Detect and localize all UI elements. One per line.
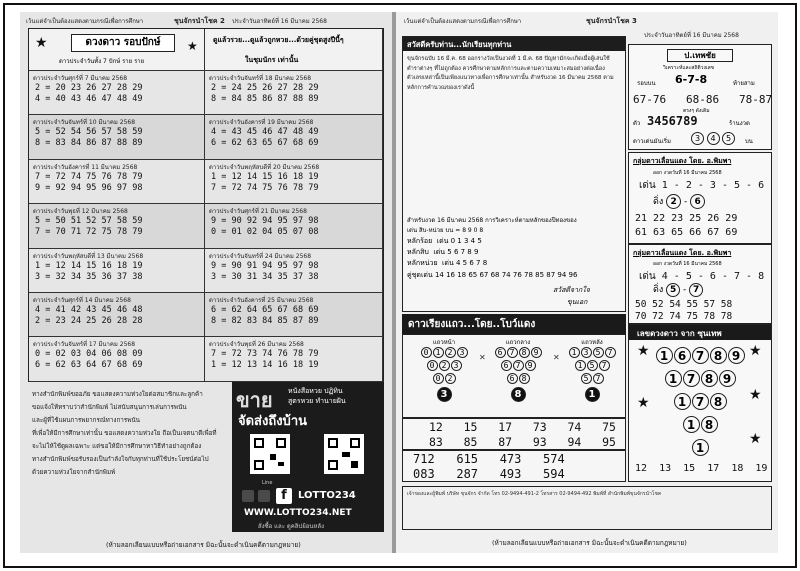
star-block-caption: ดาวประจำวันพฤหัสบดีที่ 13 มีนาคม 2568 <box>33 252 144 260</box>
star-block-row: 8 = 83 84 86 87 88 89 <box>35 138 143 149</box>
constellation-digit: 1 <box>692 439 709 456</box>
article-text: ขุนจักรฉบับ 16 มี.ค. 68 ออกรางวัลเป็นงวดที่ 1 มี.ค. 68 ปัญหามักจะเกิดเมื่อผู้เล่นใช้ตำราต่างๆ ที่ไม่ถูกต้อง ควรศึกษาตามหลักการและตามความเหมาะสมอย่างต่อเนื่อง ตัวเลขเหล่านี้เป็นเพียงแนวทางเพื่อการศึกษาเท่านั้น สำหรับงวด 16 มีนาคม 2568 ตามหลักการคำนวณของเราดังนี้ <box>407 56 614 91</box>
star-block-caption: ดาวประจำวันศุกร์ที่ 21 มีนาคม 2568 <box>209 208 307 216</box>
star-column-row <box>411 347 477 360</box>
lead-value: เด่น 4 5 6 7 8 <box>442 259 488 267</box>
tepchai-top-note: ท้ายสาม <box>733 80 755 87</box>
circled-digit: 2 <box>666 194 681 209</box>
group1-row: 61 63 65 66 67 69 <box>635 227 738 238</box>
title-right-line1: ดูแล้วรวย...ดูแล้วถูกหวย...ด้วยคู่ชุดสูงปีนี้ๆ <box>213 36 344 44</box>
constellation-row <box>682 414 718 433</box>
three-digit-row: 712 615 473 574 <box>413 452 565 466</box>
note-line: และผู้ที่ใช้แผนการพยากรณ์ทางการพนัน <box>32 417 140 424</box>
constellation-digit: 7 <box>683 370 700 387</box>
star-block-row: 0 = 02 03 04 06 08 09 <box>35 349 143 360</box>
tepchai-mid-note: ร้านงวด <box>729 120 750 127</box>
circled-digit: 2 <box>439 360 450 371</box>
star-block-row: 5 = 50 51 52 57 58 59 <box>35 216 143 227</box>
title-banner: ดวงดาว รอบปักษ์ <box>71 34 175 52</box>
right-page <box>396 12 778 553</box>
star-column <box>485 337 551 417</box>
note-line: จะไม่ให้ใช้ดูผลเฉพาะ แต่ขอให้มีการศึกษาหาวิธีทำอย่างถูกต้อง <box>32 443 202 450</box>
star-row-banner <box>402 314 626 334</box>
pair-grid <box>402 418 626 450</box>
group1-lead: เด่น 1 - 2 - 3 - 5 - 6 <box>639 180 765 191</box>
star-row-columns <box>402 334 626 418</box>
star-block <box>205 71 383 115</box>
circled-digit: 7 <box>513 360 524 371</box>
star-icon: ★ <box>749 387 762 403</box>
star-block-row: 0 = 01 02 04 05 07 08 <box>211 227 319 238</box>
star-block-row: 7 = 72 74 75 76 78 79 <box>35 171 143 182</box>
banner-title: ดาวเรียงแถว...โดย..โบว์แดง <box>408 319 536 330</box>
constellation-digit: 8 <box>701 370 718 387</box>
circled-digit: 8 <box>519 373 530 384</box>
lead-label: หลักสิบ <box>407 248 429 256</box>
note-line: ด้วยความห่วงใยจากสำนักพิมพ์ <box>32 469 116 476</box>
signature: สวัสดีจากใจ <box>553 286 590 294</box>
star-block-caption: ดาวประจำวันศุกร์ที่ 7 มีนาคม 2568 <box>33 75 128 82</box>
star-block-caption: ดาวประจำวันอังคารที่ 25 มีนาคม 2568 <box>209 297 314 304</box>
ad-slogan: จัดส่งถึงบ้าน <box>238 414 307 429</box>
cross-icon: ✕ <box>553 353 560 362</box>
circled-digit: 3 <box>691 132 704 145</box>
article-title: สวัสดีครับท่าน...นักเรียนทุกท่าน <box>407 40 512 49</box>
star-block-row: 1 = 12 14 15 16 18 19 <box>35 260 143 271</box>
star-block-row: 3 = 32 34 35 36 37 38 <box>35 271 143 282</box>
circled-digit: 1 <box>569 347 580 358</box>
circled-digit: 9 <box>525 360 536 371</box>
star-icon: ★ <box>35 35 48 51</box>
star-block-row: 6 = 62 63 65 67 68 69 <box>211 138 319 149</box>
tepchai-bottom-label: ดาวเด่นมันเริ่ม <box>633 138 671 145</box>
circled-digit: 7 <box>593 373 604 384</box>
cross-icon: ✕ <box>479 353 486 362</box>
ad-brand: LOTTO234 <box>298 490 356 501</box>
pair-row: 12 15 17 73 74 75 <box>429 420 616 434</box>
lead-label: หลักร้อย <box>407 237 433 245</box>
constellation-digit: 1 <box>665 370 682 387</box>
star-block-row: 2 = 20 23 26 27 28 29 <box>35 83 143 93</box>
article-box <box>402 36 626 312</box>
fine-print: เจ้าของและผู้พิมพ์ บริษัท ขุนจักร จำกัด โทร 02-9494-491-2 โทรสาร 02-9494-492 พิมพ์ที่ สำนักพิมพ์ขุนจักรนำโชค <box>407 491 662 497</box>
star-column-row <box>485 373 551 386</box>
picked-digit: 1 <box>585 387 600 402</box>
star-block-row: 3 = 30 31 34 35 37 38 <box>211 271 319 282</box>
constellation-digit: 1 <box>674 393 691 410</box>
tepchai-pairs: 67-76 68-86 78-87 <box>633 93 773 106</box>
circled-digit: 0 <box>421 347 432 358</box>
constellation-digit: 6 <box>674 347 691 364</box>
fine-print-box <box>402 486 772 530</box>
circled-digit: 7 <box>689 283 703 297</box>
star-column-label: แถวหน้า <box>432 339 456 346</box>
circled-digit: 7 <box>599 360 610 371</box>
circled-digit: 6 <box>501 360 512 371</box>
constellation-digit: 8 <box>701 416 718 433</box>
circled-digit: 3 <box>581 347 592 358</box>
star-column-row <box>411 360 477 373</box>
star-icon: ★ <box>187 39 198 53</box>
constellation-digit: 9 <box>719 370 736 387</box>
left-header-title: ชุนจักรนำโชค 2 <box>174 17 225 25</box>
star-block-row: 2 = 23 24 25 26 28 28 <box>35 316 143 326</box>
star-block-row: 7 = 72 74 75 76 78 79 <box>211 182 319 193</box>
title-right-cell <box>205 29 383 71</box>
left-header-date: ประจำวันอาทิตย์ที่ 16 มีนาคม 2568 <box>232 18 327 25</box>
star-block-row: 6 = 62 64 65 67 68 69 <box>211 305 319 315</box>
ding-label: ดิ่ง <box>653 285 664 295</box>
star-block-row: 5 = 52 54 56 57 58 59 <box>35 127 143 138</box>
article-line: เด่น สิบ-หน่วย บน = 8 9 0 8 <box>407 227 484 234</box>
right-footer: (ห้ามลอกเลียนแบบหรือถ่ายเอกสาร มิฉะนั้นจะดำเนินคดีตามกฎหมาย) <box>492 539 687 547</box>
tepchai-top: 6-7-8 <box>675 73 708 86</box>
left-header-sub: เว้นแต่จำเป็นต้องแสดงตามกรณีเพื่อการศึกษา <box>26 18 144 25</box>
circled-digit: 5 <box>722 132 735 145</box>
picked-digit: 8 <box>511 387 526 402</box>
ding-label: ดิ่ง <box>653 197 664 207</box>
three-digit-grid <box>402 450 626 482</box>
lotto234-ad <box>232 382 384 532</box>
group-box-1: กลุ่มดาวเลื่อนแดง โดย. อ.พิมพา ออก งวดวันที่ 16 มีนาคม 2568 เด่น 1 - 2 - 3 - 5 - 6 ดิ่ง 2 - 6 21 22 23 25 26 29 61 63 65 66 67 69 <box>628 152 772 244</box>
star-block-caption: ดาวประจำวันอังคารที่ 11 มีนาคม 2568 <box>33 163 138 171</box>
star-column-row <box>485 347 551 360</box>
star-block <box>29 115 205 159</box>
left-footer: (ห้ามลอกเลียนแบบหรือถ่ายเอกสาร มิฉะนั้นจะดำเนินคดีตามกฎหมาย) <box>106 541 301 549</box>
star-block-row: 1 = 12 14 15 16 18 19 <box>211 171 319 182</box>
group1-sub: ออก งวดวันที่ 16 มีนาคม 2568 <box>653 170 722 176</box>
title-cell <box>29 29 205 71</box>
star-block-row: 4 = 41 42 43 45 46 48 <box>35 305 143 315</box>
star-block-row: 8 = 84 85 86 87 88 89 <box>211 94 319 104</box>
circled-digit: 6 <box>690 194 705 209</box>
star-block-row: 9 = 90 92 94 95 97 98 <box>211 216 319 227</box>
circled-digit: 2 <box>445 373 456 384</box>
group-box-2: กลุ่มดาวเลื่อนแดง โดย. อ.พิมพา ออก งวดวันที่ 16 มีนาคม 2568 เด่น 4 - 5 - 6 - 7 - 8 ดิ่ง 5 - 7 50 52 54 55 57 58 70 72 74 75 78 78 <box>628 244 772 324</box>
star-block <box>29 337 205 381</box>
star-block-caption: ดาวประจำวันพุธที่ 12 มีนาคม 2568 <box>33 208 128 216</box>
star-column <box>559 337 625 417</box>
star-block-caption: ดาวประจำวันศุกร์ที่ 14 มีนาคม 2568 <box>33 297 131 304</box>
star-block <box>205 337 383 381</box>
constellation-digit: 9 <box>728 347 745 364</box>
star-block-row: 4 = 40 43 46 47 48 49 <box>35 94 143 104</box>
star-block-caption: ดาวประจำวันจันทร์ที่ 10 มีนาคม 2568 <box>33 119 136 127</box>
circled-digit: 5 <box>593 347 604 358</box>
pair-row: 83 85 87 93 94 95 <box>429 435 616 449</box>
star-block-row: 6 = 62 63 64 67 68 69 <box>35 360 143 371</box>
star-icon: ★ <box>749 343 762 359</box>
star-block-caption: ดาวประจำวันจันทร์ที่ 18 มีนาคม 2568 <box>209 75 312 82</box>
qr-code-icon <box>324 434 364 474</box>
left-page <box>20 12 392 553</box>
star-column-row <box>485 360 551 373</box>
star-block-row: 9 = 90 91 94 95 97 98 <box>211 260 319 271</box>
tepchai-bottom-note: บน <box>745 138 753 145</box>
circled-digit: 7 <box>507 347 518 358</box>
star-column-row <box>411 373 477 386</box>
tepchai-top-label: รอบบน <box>637 80 656 87</box>
constellation-digit: 1 <box>683 416 700 433</box>
star-column-label: แถวหลัง <box>581 339 603 346</box>
qr-code-icon <box>250 434 290 474</box>
tepchai-mid: 3456789 <box>647 114 698 128</box>
picked-digit: 3 <box>437 387 452 402</box>
note-line: ทางสำนักพิมพ์ขอรับรองเป็นกำลังใจกับทุกท่านที่ใช้ประโยชน์ต่อไป <box>32 456 209 463</box>
star-block-row: 7 = 72 73 74 76 78 79 <box>211 349 319 360</box>
group2-sub: ออก งวดวันที่ 16 มีนาคม 2568 <box>653 261 722 267</box>
ad-small-note: สั่งซื้อ และ ดูคลิปย้อนหลัง <box>258 523 325 530</box>
constellation-row <box>655 345 745 364</box>
star-column-row <box>559 360 625 373</box>
circled-digit: 5 <box>666 283 680 297</box>
star-block-row: 8 = 82 83 84 85 87 89 <box>211 316 319 326</box>
ad-url: WWW.LOTTO234.NET <box>244 508 352 518</box>
constellation-digit: 1 <box>656 347 673 364</box>
circled-digit: 5 <box>587 360 598 371</box>
star-column <box>411 337 477 417</box>
constellation-row <box>673 391 727 410</box>
constellation-box <box>628 324 772 482</box>
circled-digit: 1 <box>575 360 586 371</box>
constellation-digit: 8 <box>710 347 727 364</box>
tepchai-title: ป.เทพชัย <box>667 49 733 62</box>
circled-digit: 6 <box>495 347 506 358</box>
title-subtitle: ดาวประจำวันทั้ง 7 ปักษ์ ราย ราย <box>59 58 145 65</box>
three-digit-row: 083 287 493 594 <box>413 467 565 481</box>
lead-label: หลักหน่วย <box>407 259 438 267</box>
circled-digit: 1 <box>433 347 444 358</box>
shop-icon <box>258 490 270 502</box>
star-block <box>29 249 205 293</box>
constellation-bottom: 12 13 15 17 18 19 <box>635 463 768 474</box>
lead-value: เด่น 5 6 7 8 9 <box>433 248 479 256</box>
star-block-caption: ดาวประจำวันอังคารที่ 19 มีนาคม 2568 <box>209 119 314 127</box>
star-block-row: 9 = 92 94 95 96 97 98 <box>35 182 143 193</box>
constellation-row <box>691 437 709 456</box>
circled-digit: 5 <box>581 373 592 384</box>
star-block <box>29 204 205 248</box>
pairs-value: 14 16 18 65 67 68 74 76 78 85 87 94 96 <box>434 271 578 279</box>
ad-line2: สูตรหวย ทำนายฝัน <box>288 397 346 405</box>
ad-big-word: ขาย <box>236 388 273 412</box>
tepchai-sub: วิเคราะห์และสถิติวงเลข <box>663 65 715 71</box>
constellation-title: เลขดวงดาว จาก ซุนเทพ <box>637 329 722 338</box>
star-column-row <box>559 373 625 386</box>
star-block <box>29 160 205 204</box>
circled-digit: 0 <box>433 373 444 384</box>
line-app-label: Line <box>262 480 273 486</box>
star-block <box>205 293 383 337</box>
star-block <box>205 249 383 293</box>
constellation-digit: 8 <box>710 393 727 410</box>
star-block-caption: ดาวประจำวันพฤหัสบดีที่ 20 มีนาคม 2568 <box>209 163 320 171</box>
star-block-row: 1 = 12 13 14 16 18 19 <box>211 360 319 371</box>
group2-lead: เด่น 4 - 5 - 6 - 7 - 8 <box>639 271 765 282</box>
tepchai-box <box>628 44 772 150</box>
star-block <box>205 204 383 248</box>
circled-digit: 2 <box>445 347 456 358</box>
group1-title: กลุ่มดาวเลื่อนแดง โดย. อ.พิมพา <box>633 157 732 165</box>
note-line: ที่เพื่อให้มีการศึกษาเท่านั้น ขอแสดงความห่วงใย ถือเป็นเจตนาดีเพื่อที่ <box>32 430 217 437</box>
circled-digit: 3 <box>457 347 468 358</box>
star-block <box>29 293 205 337</box>
publisher-notes <box>32 388 232 479</box>
circled-digit: 9 <box>531 347 542 358</box>
star-block-row: 7 = 70 71 72 75 78 79 <box>35 227 143 238</box>
line-icon <box>242 490 254 502</box>
lead-value: เด่น 0 1 3 4 5 <box>436 237 482 245</box>
star-block-caption: ดาวประจำวันจันทร์ที่ 17 มีนาคม 2568 <box>33 341 136 349</box>
constellation-row <box>664 368 736 387</box>
star-block-caption: ดาวประจำวันพุธที่ 26 มีนาคม 2568 <box>209 341 304 349</box>
star-icon: ★ <box>637 395 650 411</box>
group2-title: กลุ่มดาวเลื่อนแดง โดย. อ.พิมพา <box>633 249 732 257</box>
title-right-line2: ในชุมนักร เท่านั้น <box>245 56 299 64</box>
tepchai-mid-label: ตัว <box>633 120 641 127</box>
constellation-digit: 7 <box>692 393 709 410</box>
pairs-label: คู่ชุดเด่น <box>407 271 433 279</box>
ad-line1: หนังสือหวย ปฏิทิน <box>288 387 343 395</box>
circled-digit: 4 <box>707 132 720 145</box>
circled-digit: 0 <box>427 360 438 371</box>
star-block-caption: ดาวประจำวันจันทร์ที่ 24 มีนาคม 2568 <box>209 252 312 260</box>
star-block <box>205 160 383 204</box>
tepchai-label2: ตรงๆ ดังเดิม <box>683 108 710 114</box>
note-line: ทางสำนักพิมพ์ขออภัย ขอแสดงความห่วงใยต่อสมาชิกและลูกค้า <box>32 391 203 398</box>
constellation-digit: 7 <box>692 347 709 364</box>
group2-row: 50 52 54 55 57 58 <box>635 299 733 310</box>
star-icon: ★ <box>749 431 762 447</box>
group1-row: 21 22 23 25 26 29 <box>635 213 738 224</box>
signature-name: ขุนเอก <box>567 298 588 306</box>
article-line: สำหรับงวด 16 มีนาคม 2568 การวิเคราะห์ตามหลักของปีทองของ <box>407 217 577 224</box>
star-column-row <box>559 347 625 360</box>
circled-digit: 6 <box>507 373 518 384</box>
circled-digit: 8 <box>519 347 530 358</box>
note-line: ขอแจ้งให้ทราบว่าสำนักพิมพ์ ไม่สนับสนุนการเล่นการพนัน <box>32 404 187 411</box>
right-header-sub: เว้นแต่จำเป็นต้องแสดงตามกรณีเพื่อการศึกษา <box>404 18 522 25</box>
facebook-icon: f <box>276 488 292 504</box>
circled-digit: 7 <box>605 347 616 358</box>
circled-digit: 3 <box>451 360 462 371</box>
star-column-label: แถวกลาง <box>505 339 531 346</box>
star-icon: ★ <box>637 343 650 359</box>
star-block <box>29 71 205 115</box>
group2-row: 70 72 74 75 78 78 <box>635 311 733 322</box>
star-block <box>205 115 383 159</box>
star-block-row: 2 = 24 25 26 27 28 29 <box>211 83 319 93</box>
right-header-title: ชุนจักรนำโชค 3 <box>586 17 637 25</box>
right-header-date: ประจำวันอาทิตย์ที่ 16 มีนาคม 2568 <box>644 32 739 39</box>
star-block-row: 4 = 43 45 46 47 48 49 <box>211 127 319 138</box>
